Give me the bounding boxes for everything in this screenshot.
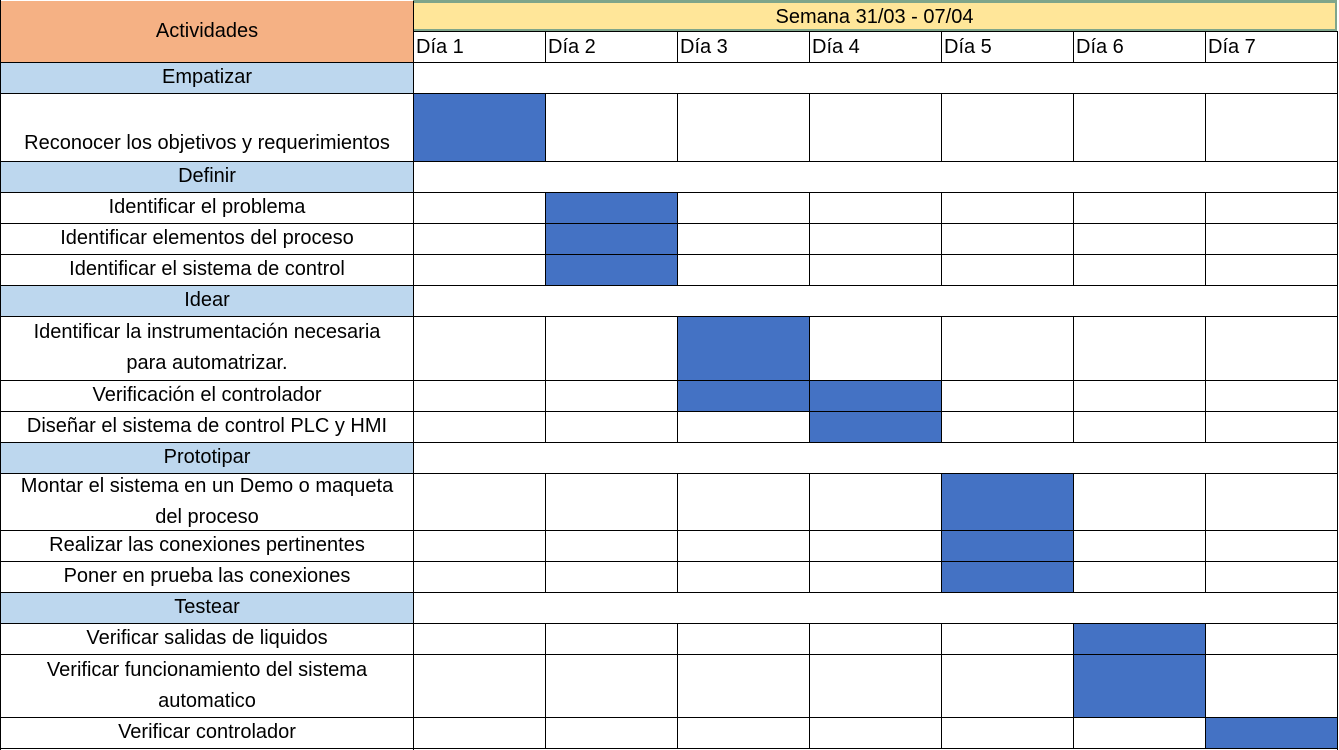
task-label: Poner en prueba las conexiones <box>63 565 351 587</box>
day-header-7: Día 7 <box>1208 36 1256 58</box>
phase-label-prototipar: Prototipar <box>1 442 413 473</box>
day-header-5: Día 5 <box>944 36 992 58</box>
day-header-3: Día 3 <box>680 36 728 58</box>
task-label: Verificar controlador <box>118 721 296 743</box>
phase-label-testear: Testear <box>1 592 413 623</box>
phase-label-empatizar: Empatizar <box>1 62 413 93</box>
task-label: Verificar funcionamiento del sistema automatico <box>46 658 368 712</box>
activities-header-label: Actividades <box>155 20 259 42</box>
day-header-6: Día 6 <box>1076 36 1124 58</box>
task-label: Reconocer los objetivos y requerimientos <box>24 132 390 154</box>
task-label: Realizar las conexiones pertinentes <box>49 534 365 556</box>
task-label: Verificar salidas de liquidos <box>86 627 328 649</box>
task-label: Diseñar el sistema de control PLC y HMI <box>26 415 388 437</box>
task-label: Identificar el problema <box>108 196 306 218</box>
week-header-label: Semana 31/03 - 07/04 <box>775 6 974 28</box>
day-header-2: Día 2 <box>548 36 596 58</box>
task-label: Identificar elementos del proceso <box>60 227 354 249</box>
task-label: Montar el sistema en un Demo o maqueta del proceso <box>20 474 394 528</box>
day-header-4: Día 4 <box>812 36 860 58</box>
phase-label-definir: Definir <box>1 161 413 192</box>
task-label: Identificar el sistema de control <box>69 258 345 280</box>
task-label: Verificación el controlador <box>92 384 322 406</box>
day-header-1: Día 1 <box>416 36 464 58</box>
task-label: Identificar la instrumentación necesaria para automatrizar. <box>33 321 381 374</box>
phase-label-idear: Idear <box>1 285 413 316</box>
